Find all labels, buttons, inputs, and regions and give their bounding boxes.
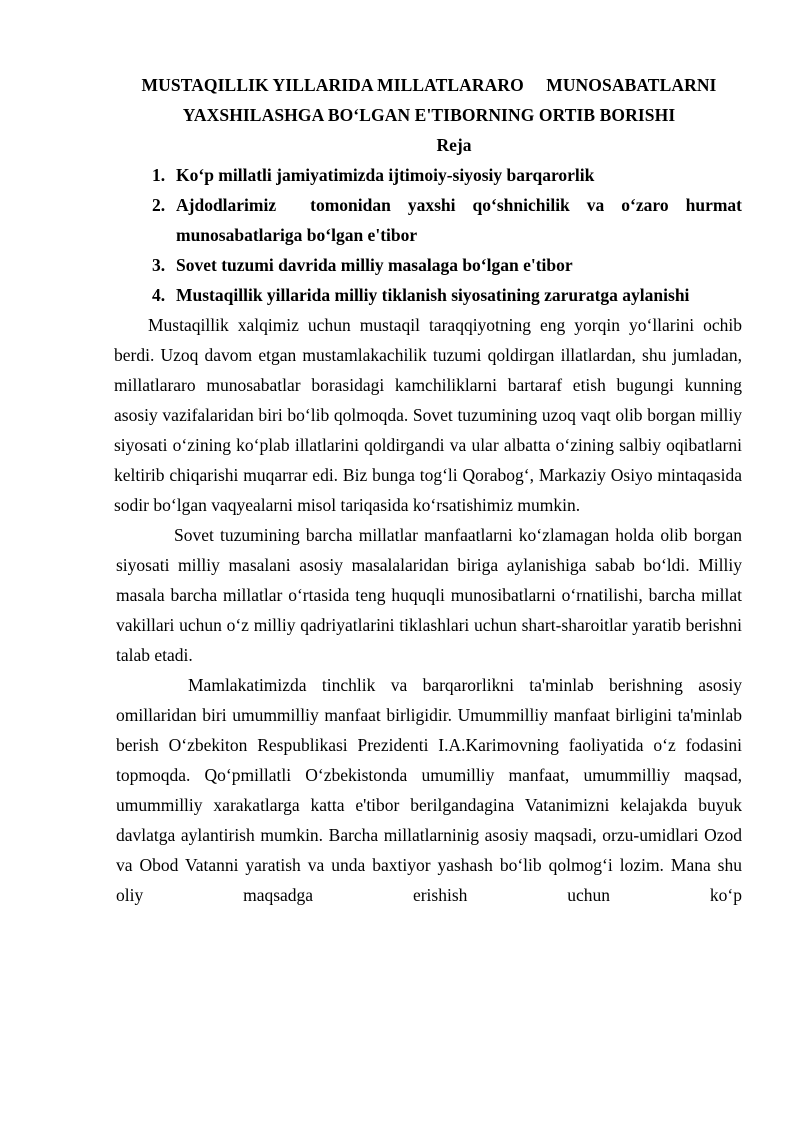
title-line-1: MUSTAQILLIK YILLARIDA MILLATLARARO MUNOSABATLARNI: [141, 75, 717, 95]
body-paragraph: Sovet tuzumining barcha millatlar manfaatlarni ko‘zlamagan holda olib borgan siyosati milliy masalani asosiy masalalaridan biriga aylanishiga sabab bo‘ldi. Milliy masala barcha millatlar o‘rtasida teng huquqli munosibatlarni o‘rnatilishi, barcha millat vakillari uchun o‘z milliy qadriyatlarini tiklashlari uchun shart-sharoitlar yaratib berishni talab etadi.: [116, 525, 742, 665]
plan-item-number: 3.: [152, 255, 166, 275]
body-paragraph: Mustaqillik xalqimiz uchun mustaqil taraqqiyotning eng yorqin yo‘llarini ochib berdi. Uzoq davom etgan mustamlakachilik tuzumi qoldirgan illatlardan, shu jumladan, millatlararo munosabatlar borasidagi kamchiliklarni bartaraf etish bugungi kunning asosiy vazifalaridan biri bo‘lib qolmoqda. Sovet tuzumining uzoq vaqt olib borgan milliy siyosati o‘zining ko‘plab illatlarini qoldirgandi va ular albatta o‘zining salbiy oqibatlarni keltirib chiqarishi muqarrar edi. Biz bunga tog‘li Qorabog‘, Markaziy Osiyo mintaqasida sodir bo‘lgan vaqyealarni misol tariqasida ko‘rsatishimiz mumkin.: [114, 315, 742, 515]
plan-item-text: Ko‘p millatli jamiyatimizda ijtimoiy-siyosiy barqarorlik: [176, 165, 595, 185]
body-paragraph: Mamlakatimizda tinchlik va barqarorlikni ta'minlab berishning asosiy omillaridan biri umummilliy manfaat birligidir. Umummilliy manfaat birligini ta'minlab berish O‘zbekiton Respublikasi Prezidenti I.A.Karimovning faoliyatida o‘z fodasini topmoqda. Qo‘pmillatli O‘zbekistonda umumilliy manfaat, umummilliy maqsad, umummilliy xarakatlarga katta e'tibor berilgandagina Vatanimizni kelajakda buyuk davlatga aylantirish mumkin. Barcha millatlarninig asosiy maqsadi, orzu-umidlari Ozod va Obod Vatanni yaratish va unda baxtiyor yashash bo‘lib qolmog‘i lozim. Mana shu oliy maqsadga erishish uchun ko‘p: [116, 675, 742, 905]
plan-heading: Reja: [436, 135, 472, 155]
plan-item-text: Ajdodlarimiz tomonidan yaxshi qo‘shnichilik va o‘zaro hurmat: [176, 195, 742, 215]
title-line-2: YAXSHILASHGA BO‘LGAN E'TIBORNING ORTIB BORISHI: [182, 105, 676, 125]
plan-item-text-continued: munosabatlariga bo‘lgan e'tibor: [176, 225, 418, 245]
plan-item-number: 2.: [152, 195, 166, 215]
plan-item: [116, 190, 742, 250]
plan-item: [116, 280, 742, 310]
plan-item-number: 4.: [152, 285, 166, 305]
plan-item-text: Sovet tuzumi davrida milliy masalaga bo‘lgan e'tibor: [176, 255, 573, 275]
plan-item: [116, 160, 742, 190]
plan-item-number: 1.: [152, 165, 166, 185]
plan-list: [116, 160, 742, 310]
plan-item-text: Mustaqillik yillarida milliy tiklanish siyosatining zaruratga aylanishi: [176, 285, 690, 305]
document-title: [116, 0, 742, 130]
document-page: [116, 0, 742, 910]
plan-item: [116, 250, 742, 280]
